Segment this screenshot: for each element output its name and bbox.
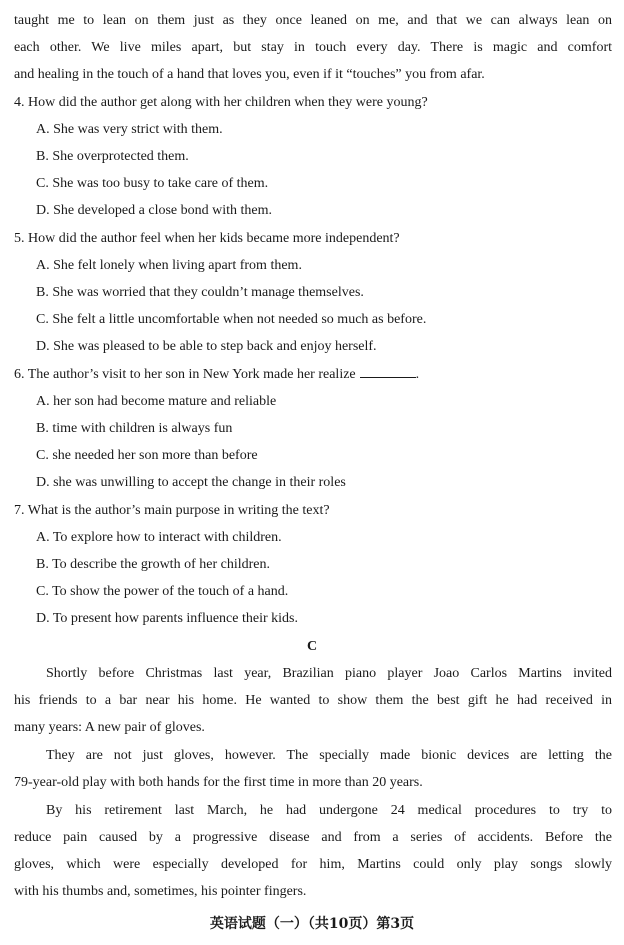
question-7-option-c: C. To show the power of the touch of a hand. [36,584,289,599]
passage-c-line: gloves, which were especially developed for him, Martins could only play songs slowly [14,857,612,872]
question-5-option-c: C. She felt a little uncomfortable when not needed so much as before. [36,312,427,327]
question-5-stem: 5. How did the author feel when her kids became more independent? [14,231,400,246]
passage-line: taught me to lean on them just as they once leaned on me, and that we can always lean on [14,13,612,28]
question-7-stem: 7. What is the author’s main purpose in writing the text? [14,503,330,518]
question-6-stem [14,365,612,385]
question-4-option-d: D. She developed a close bond with them. [36,203,273,218]
answer-blank [360,365,416,378]
question-6-option-d: D. she was unwilling to accept the change in their roles [36,475,346,490]
question-6-option-c: C. she needed her son more than before [36,448,258,463]
question-6-option-a: A. her son had become mature and reliable [36,394,277,409]
question-5-option-d: D. She was pleased to be able to step back and enjoy herself. [36,339,377,354]
passage-c-line: with his thumbs and, sometimes, his pointer fingers. [14,884,307,899]
passage-line: each other. We live miles apart, but stay in touch every day. There is magic and comfort [14,40,612,55]
passage-c-line: reduce pain caused by a progressive disease and from a series of accidents. Before the [14,830,612,845]
question-5-option-b: B. She was worried that they couldn’t manage themselves. [36,285,364,300]
question-6-option-b: B. time with children is always fun [36,421,233,436]
question-6-stem-end: . [415,367,420,382]
question-6-stem-text: 6. The author’s visit to her son in New York made her realize [14,367,356,382]
passage-c-line: 79-year-old play with both hands for the first time in more than 20 years. [14,775,423,790]
question-4-option-b: B. She overprotected them. [36,149,189,164]
passage-c-line: many years: A new pair of gloves. [14,720,205,735]
passage-c-line: Shortly before Christmas last year, Brazilian piano player Joao Carlos Martins invited [46,666,612,681]
question-4-stem: 4. How did the author get along with her children when they were young? [14,95,428,110]
question-5-option-a: A. She felt lonely when living apart from them. [36,258,302,273]
question-4-option-a: A. She was very strict with them. [36,122,223,137]
passage-line: and healing in the touch of a hand that loves you, even if it “touches” you from afar. [14,67,485,82]
question-4-option-c: C. She was too busy to take care of them. [36,176,269,191]
question-7-option-d: D. To present how parents influence their kids. [36,611,298,626]
question-7-option-a: A. To explore how to interact with children. [36,530,282,545]
passage-c-line: They are not just gloves, however. The specially made bionic devices are letting the [46,748,612,763]
section-c-heading: C [306,639,318,654]
passage-c-line: his friends to a bar near his home. He wanted to show them the best gift he had received in [14,693,612,708]
question-7-option-b: B. To describe the growth of her children. [36,557,270,572]
page-footer: 英语试题（一）（共10页）第3页 [209,916,415,932]
passage-c-line: By his retirement last March, he had undergone 24 medical procedures to try to [46,803,612,818]
